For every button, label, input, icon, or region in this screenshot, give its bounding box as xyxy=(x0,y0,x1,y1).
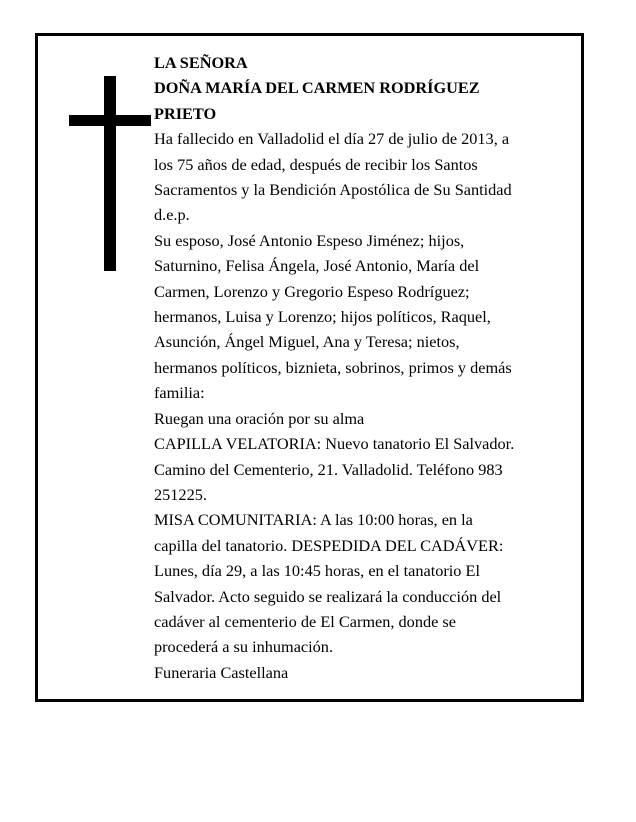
obituary-body-line: Camino del Cementerio, 21. Valladolid. Teléfono 983 xyxy=(154,459,503,479)
obituary-body-line: Ha fallecido en Valladolid el día 27 de julio de 2013, a xyxy=(154,129,510,149)
obituary-body-line: Lunes, día 29, a las 10:45 horas, en el tanatorio El xyxy=(154,561,480,581)
obituary-text-block xyxy=(154,50,572,685)
obituary-body-line: Saturnino, Felisa Ángela, José Antonio, María del xyxy=(154,256,480,276)
funeral-home-line: Funeraria Castellana xyxy=(154,662,289,682)
obituary-body-line: los 75 años de edad, después de recibir los Santos xyxy=(154,154,478,174)
obituary-body-line: cadáver al cementerio de El Carmen, donde se xyxy=(154,611,456,631)
obituary-body-line: Ruegan una oración por su alma xyxy=(154,408,365,428)
obituary-body-line: Salvador. Acto seguido se realizará la conducción del xyxy=(154,586,502,606)
cross-vertical-bar xyxy=(104,76,116,271)
obituary-body-line: Asunción, Ángel Miguel, Ana y Teresa; nietos, xyxy=(154,332,460,352)
deceased-title-line: LA SEÑORA xyxy=(154,53,248,72)
obituary-body-line: familia: xyxy=(154,383,205,403)
obituary-notice-frame xyxy=(35,33,584,702)
obituary-body-line: MISA COMUNITARIA: A las 10:00 horas, en la xyxy=(154,510,473,530)
obituary-body-line: Carmen, Lorenzo y Gregorio Espeso Rodríguez; xyxy=(154,281,470,301)
obituary-body-line: procederá a su inhumación. xyxy=(154,637,334,657)
obituary-body-line: CAPILLA VELATORIA: Nuevo tanatorio El Salvador. xyxy=(154,434,515,454)
obituary-body-line: capilla del tanatorio. DESPEDIDA DEL CADÁVER: xyxy=(154,535,504,555)
latin-cross-icon xyxy=(55,76,155,276)
obituary-body-line: hermanos, Luisa y Lorenzo; hijos políticos, Raquel, xyxy=(154,307,491,327)
obituary-body-line: d.e.p. xyxy=(154,205,190,225)
obituary-body-line: Su esposo, José Antonio Espeso Jiménez; hijos, xyxy=(154,230,465,250)
deceased-name-line-2: PRIETO xyxy=(154,103,217,123)
obituary-body-line: 251225. xyxy=(154,484,207,504)
obituary-body-line: Sacramentos y la Bendición Apostólica de Su Santidad xyxy=(154,180,512,200)
cross-horizontal-bar xyxy=(69,115,151,126)
obituary-body-line: hermanos políticos, biznieta, sobrinos, primos y demás xyxy=(154,357,512,377)
deceased-name-line-1: DOÑA MARÍA DEL CARMEN RODRÍGUEZ xyxy=(154,78,480,98)
